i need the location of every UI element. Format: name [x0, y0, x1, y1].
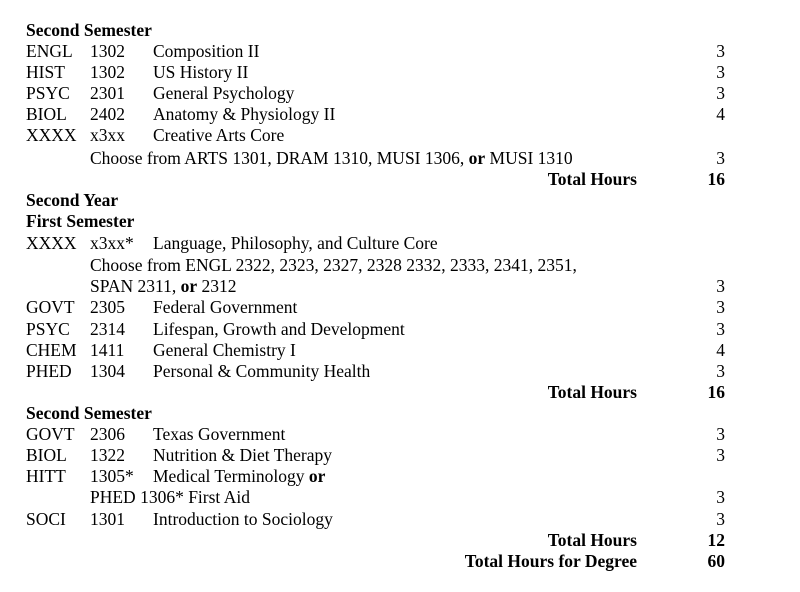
course-number: 2305 — [90, 297, 125, 317]
course-title-text: Medical Terminology — [153, 466, 309, 486]
course-title: US History II — [153, 62, 249, 82]
course-dept: PSYC — [26, 83, 70, 103]
year-heading: Second Year — [26, 190, 119, 210]
course-row — [0, 62, 800, 83]
section-heading — [0, 20, 800, 41]
total-hours-label: Total Hours — [547, 530, 637, 550]
choose-text-pre: Choose from ARTS 1301, DRAM 1310, MUSI 1306, — [90, 148, 469, 168]
course-hours: 3 — [716, 148, 725, 168]
course-hours: 3 — [716, 62, 725, 82]
choose-note — [0, 276, 800, 297]
course-hours: 4 — [716, 340, 725, 360]
course-title: Personal & Community Health — [153, 361, 371, 381]
course-row — [0, 104, 800, 125]
course-row — [0, 445, 800, 466]
course-title: Language, Philosophy, and Culture Core — [153, 233, 438, 253]
choose-text — [90, 148, 573, 169]
course-row — [0, 487, 800, 508]
course-number: 1322 — [90, 445, 125, 465]
course-row — [0, 361, 800, 382]
course-number: 1305* — [90, 466, 134, 486]
semester-heading: Second Semester — [26, 403, 152, 423]
course-number: x3xx — [90, 125, 125, 145]
course-hours: 4 — [716, 104, 725, 124]
degree-total-label: Total Hours for Degree — [464, 551, 637, 571]
course-row — [0, 233, 800, 254]
course-title: Federal Government — [153, 297, 298, 317]
course-dept: HIST — [26, 62, 65, 82]
course-row — [0, 319, 800, 340]
choose-text-post: 2312 — [197, 276, 237, 296]
total-hours-label: Total Hours — [547, 382, 637, 402]
choose-text: Choose from ENGL 2322, 2323, 2327, 2328 2332, 2333, 2341, 2351, — [90, 255, 577, 275]
course-number: 1302 — [90, 62, 125, 82]
course-hours: 3 — [716, 361, 725, 381]
choose-text-post: MUSI 1310 — [485, 148, 573, 168]
course-title: General Psychology — [153, 83, 295, 103]
course-number: 1411 — [90, 340, 125, 360]
total-row — [0, 169, 800, 190]
year-heading-row — [0, 190, 800, 211]
course-hours: 3 — [716, 41, 725, 61]
course-row — [0, 340, 800, 361]
course-number: 2301 — [90, 83, 125, 103]
total-hours-label: Total Hours — [547, 169, 637, 189]
course-number: 2402 — [90, 104, 125, 124]
course-dept: BIOL — [26, 104, 67, 124]
choose-text — [90, 276, 237, 297]
alternate-course: PHED 1306* First Aid — [90, 487, 250, 507]
course-number: 2314 — [90, 319, 125, 339]
course-title: Lifespan, Growth and Development — [153, 319, 405, 339]
course-dept: GOVT — [26, 424, 75, 444]
course-dept: CHEM — [26, 340, 77, 360]
choose-or: or — [468, 148, 486, 168]
course-row — [0, 83, 800, 104]
semester-heading: Second Semester — [26, 20, 152, 40]
total-hours-value: 16 — [707, 169, 725, 189]
course-dept: GOVT — [26, 297, 75, 317]
course-title: Composition II — [153, 41, 260, 61]
course-title: Texas Government — [153, 424, 286, 444]
course-number: 1302 — [90, 41, 125, 61]
course-dept: PSYC — [26, 319, 70, 339]
course-dept: BIOL — [26, 445, 67, 465]
course-number: x3xx* — [90, 233, 134, 253]
course-dept: SOCI — [26, 509, 66, 529]
course-hours: 3 — [716, 297, 725, 317]
section-heading — [0, 403, 800, 424]
course-dept: HITT — [26, 466, 66, 486]
degree-total-row — [0, 551, 800, 572]
total-hours-value: 16 — [707, 382, 725, 402]
total-hours-value: 12 — [707, 530, 725, 550]
course-hours: 3 — [716, 509, 725, 529]
course-number: 2306 — [90, 424, 125, 444]
course-hours: 3 — [716, 445, 725, 465]
degree-total-value: 60 — [707, 551, 725, 571]
course-row — [0, 424, 800, 445]
choose-text-pre: SPAN 2311, — [90, 276, 181, 296]
course-dept: PHED — [26, 361, 72, 381]
course-row — [0, 41, 800, 62]
course-number: 1301 — [90, 509, 125, 529]
course-dept: XXXX — [26, 125, 77, 145]
choose-note — [0, 255, 800, 276]
course-or: or — [308, 466, 326, 486]
course-dept: ENGL — [26, 41, 73, 61]
course-row — [0, 466, 800, 487]
course-row — [0, 125, 800, 146]
course-dept: XXXX — [26, 233, 77, 253]
course-title: General Chemistry I — [153, 340, 296, 360]
course-hours: 3 — [716, 83, 725, 103]
choose-note — [0, 148, 800, 169]
course-title: Introduction to Sociology — [153, 509, 333, 529]
course-hours: 3 — [716, 487, 725, 507]
choose-or: or — [180, 276, 198, 296]
course-row — [0, 509, 800, 530]
course-hours: 3 — [716, 424, 725, 444]
total-row — [0, 530, 800, 551]
course-title: Anatomy & Physiology II — [153, 104, 336, 124]
total-row — [0, 382, 800, 403]
course-hours: 3 — [716, 276, 725, 296]
semester-heading: First Semester — [26, 211, 135, 231]
course-title: Creative Arts Core — [153, 125, 285, 145]
course-hours: 3 — [716, 319, 725, 339]
course-title: Nutrition & Diet Therapy — [153, 445, 333, 465]
course-row — [0, 297, 800, 318]
course-number: 1304 — [90, 361, 125, 381]
course-title — [153, 466, 325, 487]
section-heading — [0, 211, 800, 232]
